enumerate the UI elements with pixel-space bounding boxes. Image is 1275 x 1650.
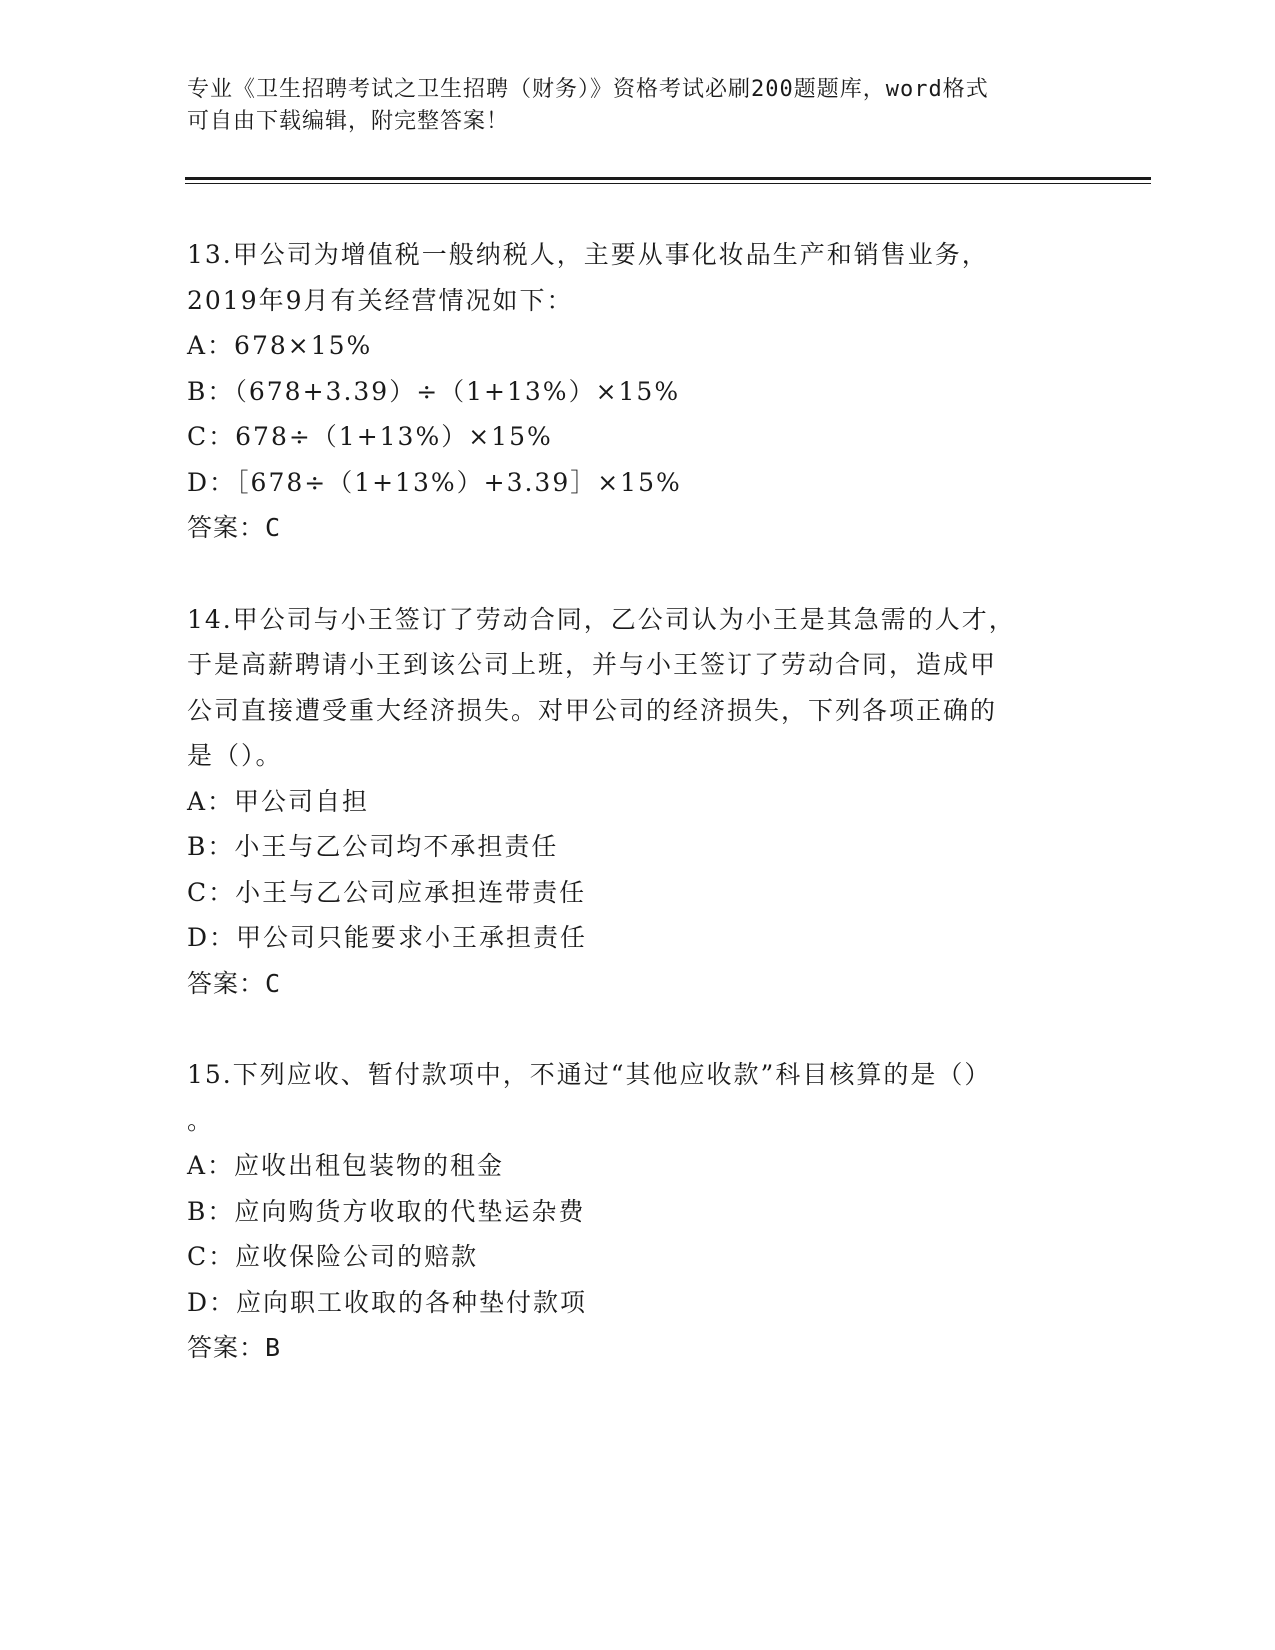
answer-line: 答案：B [187, 1333, 282, 1362]
option-a: A：甲公司自担 [187, 786, 370, 816]
option-d: D：［678÷（1+13%）+3.39］×15% [187, 467, 682, 497]
question-13 [187, 232, 1087, 551]
option-b: B：（678+3.39）÷（1+13%）×15% [187, 376, 681, 406]
answer-line: 答案：C [187, 968, 282, 998]
option-b: B：小王与乙公司均不承担责任 [187, 832, 559, 861]
option-c: C：678÷（1+13%）×15% [187, 422, 553, 451]
question-15 [187, 1052, 1087, 1371]
question-14 [187, 597, 1087, 1007]
question-text-line: 13.甲公司为增值税一般纳税人，主要从事化妆品生产和销售业务， [187, 240, 989, 269]
header-rule-thin [185, 183, 1151, 184]
question-text-line: 是（）。 [187, 741, 283, 770]
option-c: C：应收保险公司的赔款 [187, 1242, 479, 1271]
question-text-line: 于是高薪聘请小王到该公司上班，并与小王签订了劳动合同，造成甲 [187, 650, 998, 679]
option-d: D：应向职工收取的各种垫付款项 [187, 1287, 588, 1317]
option-d: D：甲公司只能要求小王承担责任 [187, 923, 588, 952]
answer-line: 答案：C [187, 513, 282, 542]
header-line: 专业《卫生招聘考试之卫生招聘（财务）》资格考试必刷200题题库，word格式 [187, 77, 989, 102]
header-rule-thick [185, 177, 1151, 180]
question-text-line: 。 [187, 1105, 215, 1135]
question-text-line: 15.下列应收、暂付款项中，不通过“其他应收款”科目核算的是（） [187, 1060, 992, 1089]
option-c: C：小王与乙公司应承担连带责任 [187, 877, 587, 907]
question-list [187, 232, 1087, 1417]
option-a: A：应收出租包装物的租金 [187, 1151, 505, 1180]
header-line: 可自由下载编辑，附完整答案！ [187, 109, 510, 134]
question-text-line: 14.甲公司与小王签订了劳动合同，乙公司认为小王是其急需的人才， [187, 604, 1016, 634]
question-text-line: 2019年9月有关经营情况如下： [187, 285, 574, 315]
question-text-line: 公司直接遭受重大经济损失。对甲公司的经济损失，下列各项正确的 [187, 695, 998, 725]
document-header [187, 74, 1067, 138]
option-b: B：应向购货方收取的代垫运杂费 [187, 1196, 586, 1226]
option-a: A：678×15% [187, 331, 373, 360]
